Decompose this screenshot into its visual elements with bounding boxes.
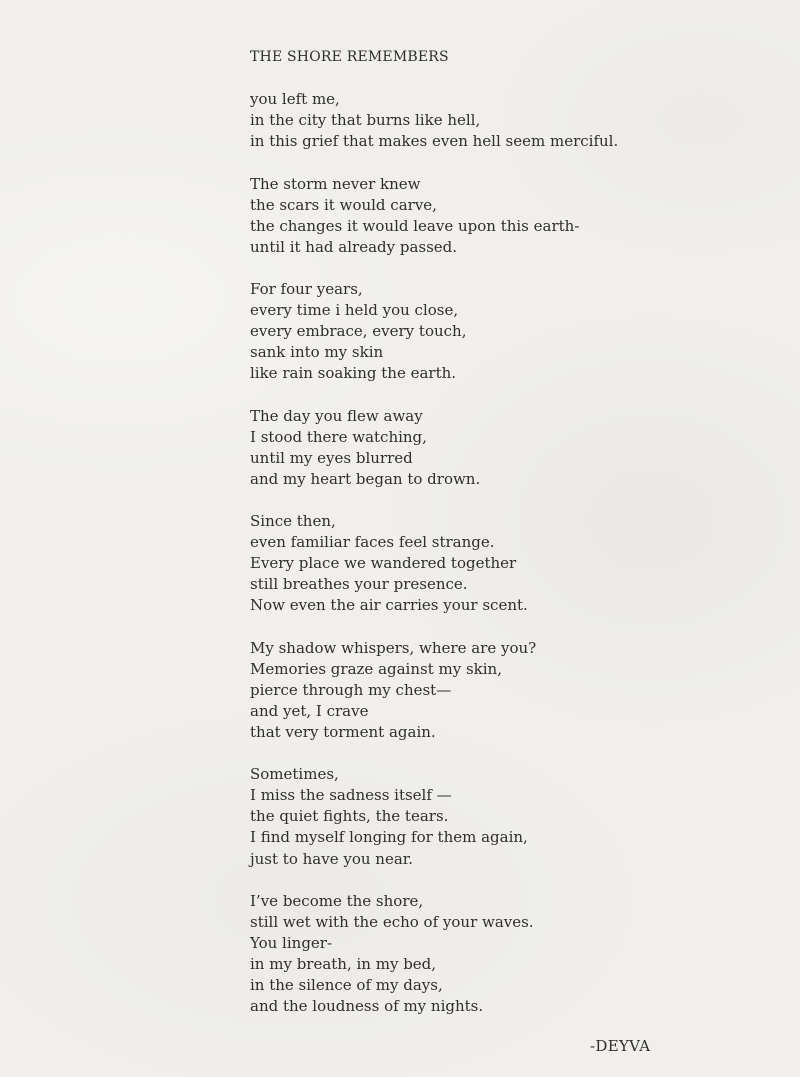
- poem-line: I find myself longing for them again,: [250, 828, 528, 847]
- poem-title: THE SHORE REMEMBERS: [250, 49, 449, 65]
- stanza-3: [250, 279, 670, 384]
- poem-line: in the silence of my days,: [250, 976, 443, 995]
- poem-line: in my breath, in my bed,: [250, 955, 437, 974]
- poem-line: in this grief that makes even hell seem merciful.: [250, 132, 619, 151]
- poem-line: that very torment again.: [250, 723, 436, 741]
- poem-line: you left me,: [250, 90, 340, 109]
- poem-line: until my eyes blurred: [250, 448, 413, 467]
- poem-line: every time i held you close,: [250, 301, 459, 320]
- poem-line: the quiet fights, the tears.: [250, 807, 449, 826]
- poem-line: Sometimes,: [250, 765, 339, 784]
- stanza-6: [250, 638, 670, 743]
- poem-line: and the loudness of my nights.: [250, 997, 484, 1016]
- poem-line: until it had already passed.: [250, 237, 458, 256]
- poem-line: like rain soaking the earth.: [250, 364, 457, 383]
- poem-line: The storm never knew: [250, 174, 421, 193]
- stanza-1: [250, 89, 670, 152]
- poem-line: in the city that burns like hell,: [250, 111, 481, 130]
- poem-line: the changes it would leave upon this earth-: [250, 216, 580, 235]
- poem-line: Since then,: [250, 512, 336, 531]
- poem-line: still breathes your presence.: [250, 575, 468, 594]
- poem: [250, 47, 670, 1038]
- poem-line: Every place we wandered together: [250, 554, 517, 573]
- poem-line: I stood there watching,: [250, 427, 427, 446]
- poem-line: I’ve become the shore,: [250, 891, 424, 910]
- author-signature: -DEYVA: [590, 1037, 651, 1055]
- stanza-4: [250, 406, 670, 490]
- poem-line: still wet with the echo of your waves.: [250, 912, 534, 931]
- stanza-2: [250, 174, 670, 258]
- stanza-5: [250, 511, 670, 616]
- poem-line: My shadow whispers, where are you?: [250, 638, 537, 657]
- poem-line: sank into my skin: [250, 343, 384, 362]
- stanza-7: [250, 764, 670, 869]
- poem-line: every embrace, every touch,: [250, 322, 467, 341]
- poem-line: For four years,: [250, 280, 363, 299]
- poem-line: the scars it would carve,: [250, 195, 437, 214]
- poem-line: I miss the sadness itself —: [250, 786, 452, 805]
- poem-line: Memories graze against my skin,: [250, 659, 502, 678]
- poem-line: pierce through my chest—: [250, 680, 452, 699]
- poem-line: You linger-: [250, 933, 333, 952]
- poem-line: Now even the air carries your scent.: [250, 596, 528, 615]
- poem-line: The day you flew away: [250, 406, 423, 425]
- stanza-8: [250, 891, 670, 1018]
- poem-line: even familiar faces feel strange.: [250, 533, 495, 552]
- poem-line: just to have you near.: [250, 849, 414, 868]
- poem-line: and yet, I crave: [250, 701, 369, 720]
- poem-line: and my heart began to drown.: [250, 469, 481, 488]
